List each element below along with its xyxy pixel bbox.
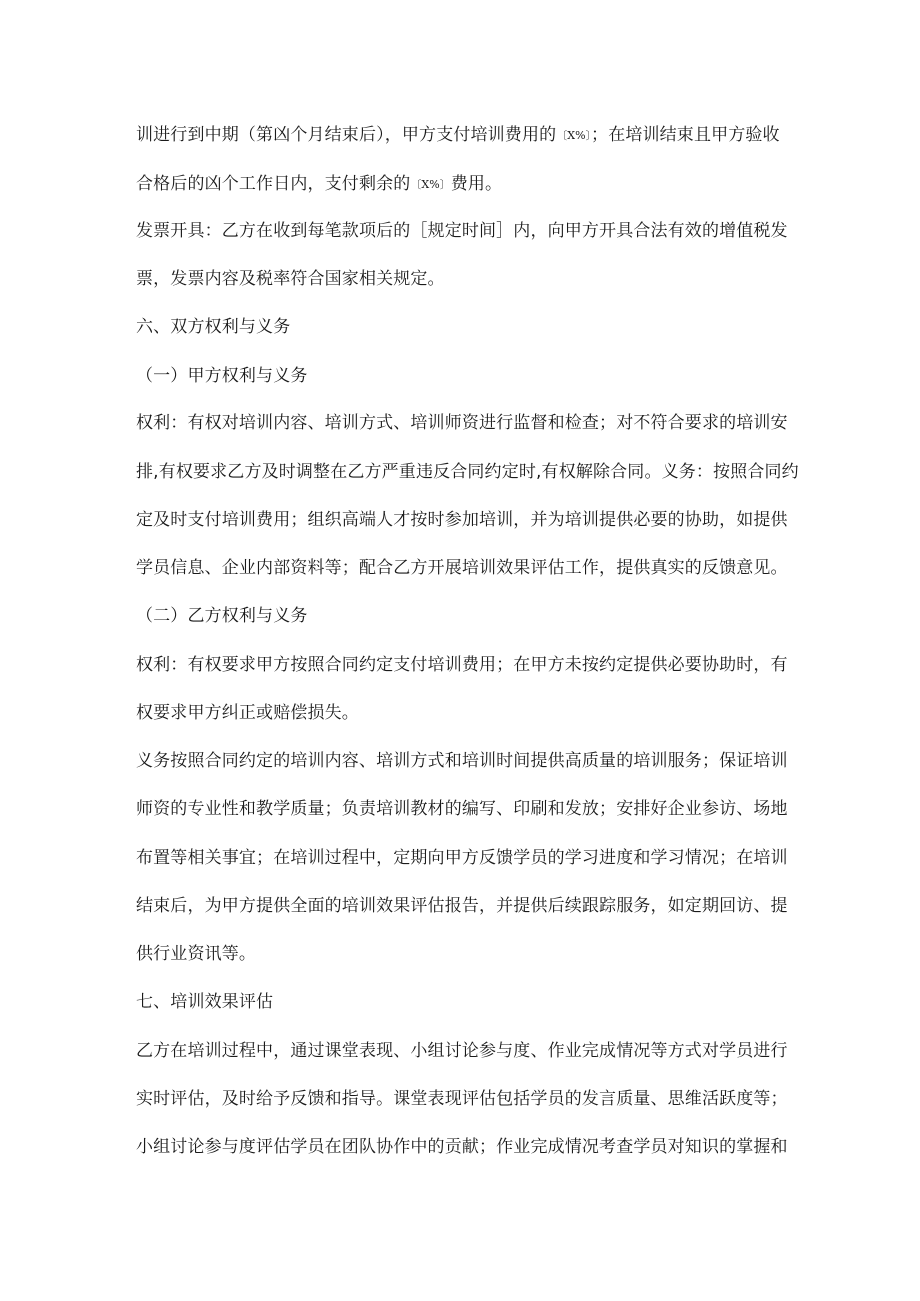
text-line: 义务按照合同约定的培训内容、培训方式和培训时间提供高质量的培训服务；保证培训	[136, 751, 788, 771]
text-line: 权要求甲方纠正或赔偿损失。	[136, 703, 359, 723]
section-heading: 六、双方权利与义务	[136, 317, 291, 337]
text-segment: 合格后的凶个工作日内，支付剩余的	[136, 174, 411, 194]
text-line: 布置等相关事宜；在培训过程中，定期向甲方反馈学员的学习进度和学习情况；在培训	[136, 848, 788, 868]
subsection-heading: （二）乙方权利与义务	[136, 606, 308, 626]
section-heading: 七、培训效果评估	[136, 992, 274, 1012]
text-line: 定及时支付培训费用；组织高端人才按时参加培训，并为培训提供必要的协助，如提供	[136, 510, 788, 530]
text-line: 发票开具：乙方在收到每笔款项后的［规定时间］内，向甲方开具合法有效的增值税发	[136, 221, 788, 241]
text-line: 权利：有权要求甲方按照合同约定支付培训费用；在甲方未按约定提供必要协助时，有	[136, 655, 788, 675]
percent-placeholder: 〔X%〕	[556, 129, 592, 142]
text-segment: 训进行到中期（第凶个月结束后），甲方支付培训费用的	[136, 125, 557, 145]
text-line: 乙方在培训过程中，通过课堂表现、小组讨论参与度、作业完成情况等方式对学员进行	[136, 1041, 788, 1061]
text-segment: ；在培训结束且甲方验收	[591, 125, 780, 145]
subsection-heading: （一）甲方权利与义务	[136, 366, 308, 386]
text-line: 权利：有权对培训内容、培训方式、培训师资进行监督和检查；对不符合要求的培训安	[136, 413, 788, 433]
text-line	[136, 172, 502, 198]
text-line: 实时评估，及时给予反馈和指导。课堂表现评估包括学员的发言质量、思维活跃度等；	[136, 1089, 788, 1109]
text-line: 排,有权要求乙方及时调整在乙方严重违反合同约定时,有权解除合同。义务：按照合同约	[136, 462, 799, 482]
text-line: 供行业资讯等。	[136, 944, 257, 964]
text-segment: 费用。	[450, 174, 503, 194]
text-line: 师资的专业性和教学质量；负责培训教材的编写、印刷和发放；安排好企业参访、场地	[136, 799, 788, 819]
text-line	[136, 123, 780, 149]
text-line: 学员信息、企业内部资料等；配合乙方开展培训效果评估工作，提供真实的反馈意见。	[136, 558, 788, 578]
text-line: 结束后，为甲方提供全面的培训效果评估报告，并提供后续跟踪服务，如定期回访、提	[136, 896, 788, 916]
percent-placeholder: 〔X%〕	[410, 178, 451, 191]
text-line: 票，发票内容及税率符合国家相关规定。	[136, 269, 445, 289]
text-line: 小组讨论参与度评估学员在团队协作中的贡献；作业完成情况考查学员对知识的掌握和	[136, 1137, 788, 1157]
